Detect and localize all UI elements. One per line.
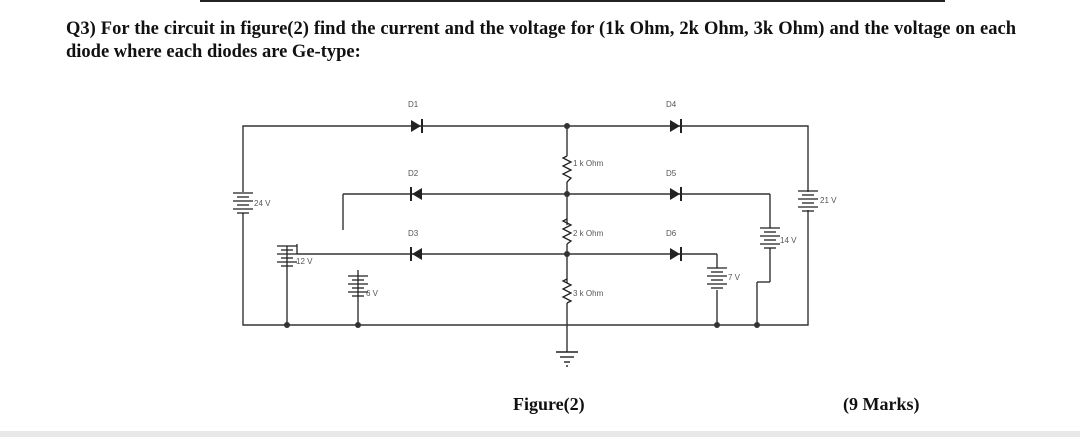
- battery-6v: [348, 276, 379, 298]
- battery-24v: [233, 193, 271, 213]
- resistor-1k: [563, 156, 604, 182]
- ground-symbol: [556, 352, 578, 366]
- diode-label-d5: D5: [666, 169, 677, 178]
- resistor-label-3k: 3 k Ohm: [573, 289, 604, 298]
- diode-d6: [666, 229, 681, 261]
- diode-d4: [666, 100, 681, 133]
- battery-label-24v: 24 V: [254, 199, 271, 208]
- marks-label: (9 Marks): [843, 394, 920, 414]
- diode-d3: [408, 229, 422, 261]
- battery-14v: [760, 228, 797, 248]
- battery-7v: [707, 268, 741, 288]
- bottom-strip: [0, 431, 1080, 437]
- diode-d1: [408, 100, 422, 133]
- battery-21v: [798, 191, 837, 211]
- diode-label-d3: D3: [408, 229, 419, 238]
- diode-label-d4: D4: [666, 100, 677, 109]
- battery-label-14v: 14 V: [780, 236, 797, 245]
- diode-d2: [408, 169, 422, 201]
- wires: [243, 126, 808, 352]
- battery-label-6v: 6 V: [366, 289, 379, 298]
- battery-label-21v: 21 V: [820, 196, 837, 205]
- junction-dots: [284, 123, 760, 328]
- diode-label-d1: D1: [408, 100, 419, 109]
- diode-label-d6: D6: [666, 229, 677, 238]
- resistor-label-1k: 1 k Ohm: [573, 159, 604, 168]
- resistor-label-2k: 2 k Ohm: [573, 229, 604, 238]
- battery-label-12v: 12 V: [296, 257, 313, 266]
- resistor-3k: [563, 279, 604, 303]
- resistor-2k: [563, 219, 604, 244]
- figure-caption: Figure(2): [513, 394, 585, 414]
- question-text: Q3) For the circuit in figure(2) find the current and the voltage for (1k Ohm, 2k Ohm, 3k Ohm) and the voltage on each diode where each diodes are Ge-type:: [66, 19, 1016, 62]
- diode-d5: [666, 169, 681, 201]
- diode-label-d2: D2: [408, 169, 419, 178]
- battery-12v: [277, 246, 313, 266]
- battery-label-7v: 7 V: [728, 273, 741, 282]
